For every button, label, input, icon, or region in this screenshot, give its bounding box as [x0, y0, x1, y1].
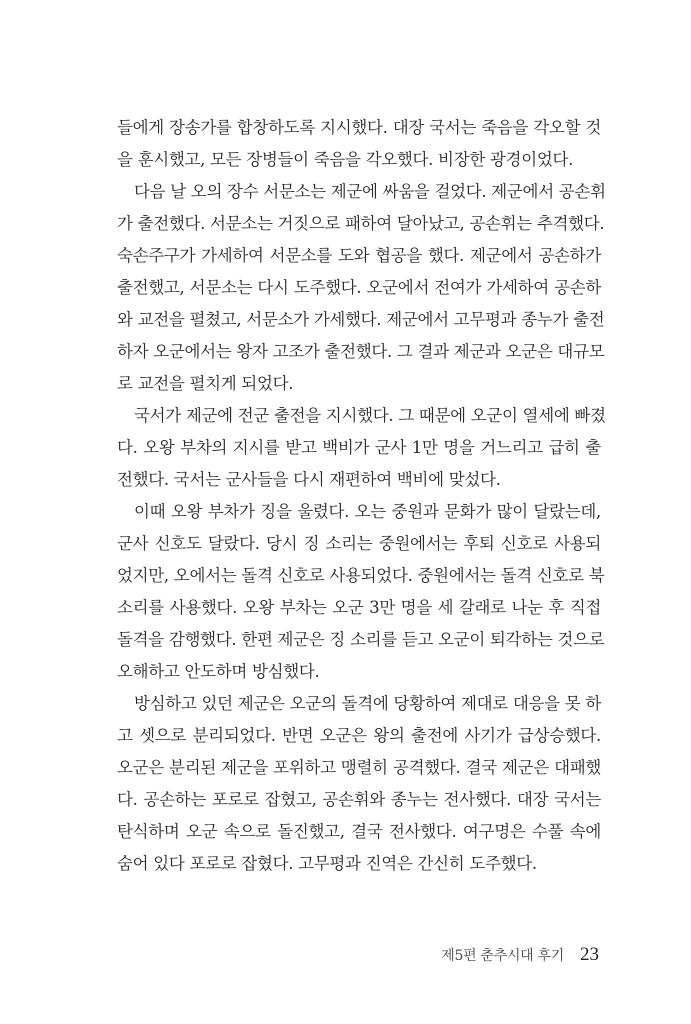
text-line: 었지만, 오에서는 돌격 신호로 사용되었다. 중원에서는 돌격 신호로 북	[117, 566, 605, 585]
text-line: 소리를 사용했다. 오왕 부차는 오군 3만 명을 세 갈래로 나눈 후 직접	[117, 598, 601, 617]
text-line: 이때 오왕 부차가 징을 울렸다. 오는 중원과 문화가 많이 달랐는데,	[134, 502, 601, 521]
text-line: 다음 날 오의 장수 서문소는 제군에 싸움을 걸었다. 제군에서 공손휘	[134, 182, 606, 201]
paragraph	[117, 692, 601, 884]
text-line: 을 훈시했고, 모든 장병들이 죽음을 각오했다. 비장한 광경이었다.	[117, 150, 574, 169]
text-line: 출전했고, 서문소는 다시 도주했다. 오군에서 전여가 가세하여 공손하	[117, 278, 601, 297]
page-footer	[441, 944, 599, 966]
paragraph	[117, 180, 606, 404]
text-line: 다. 공손하는 포로로 잡혔고, 공손휘와 종누는 전사했다. 대장 국서는	[117, 790, 601, 809]
paragraph	[117, 404, 606, 500]
text-line: 숨어 있다 포로로 잡혔다. 고무평과 진역은 간신히 도주했다.	[117, 854, 537, 873]
paragraph	[117, 500, 605, 692]
text-line: 하자 오군에서는 왕자 고조가 출전했다. 그 결과 제군과 오군은 대규모	[117, 342, 605, 361]
text-line: 돌격을 감행했다. 한편 제군은 징 소리를 듣고 오군이 퇴각하는 것으로	[117, 630, 605, 649]
text-line: 가 출전했다. 서문소는 거짓으로 패하여 달아났고, 공손휘는 추격했다.	[117, 214, 605, 233]
text-line: 군사 신호도 달랐다. 당시 징 소리는 중원에서는 후퇴 신호로 사용되	[117, 534, 601, 553]
text-line: 전했다. 국서는 군사들을 다시 재편하여 백비에 맞섰다.	[117, 470, 501, 489]
text-line: 고 셋으로 분리되었다. 반면 오군은 왕의 출전에 사기가 급상승했다.	[117, 726, 601, 745]
page-number: 23	[580, 944, 599, 965]
text-line: 와 교전을 펼쳤고, 서문소가 가세했다. 제군에서 고무평과 종누가 출전	[117, 310, 605, 329]
running-head: 제5편 춘추시대 후기	[441, 948, 564, 964]
text-line: 로 교전을 펼치게 되었다.	[117, 374, 294, 393]
text-line: 탄식하며 오군 속으로 돌진했고, 결국 전사했다. 여구명은 수풀 속에	[117, 822, 601, 841]
text-line: 다. 오왕 부차의 지시를 받고 백비가 군사 1만 명을 거느리고 급히 출	[117, 438, 601, 457]
text-line: 들에게 장송가를 합창하도록 지시했다. 대장 국서는 죽음을 각오할 것	[117, 118, 601, 137]
text-line: 오군은 분리된 제군을 포위하고 맹렬히 공격했다. 결국 제군은 대패했	[117, 758, 601, 777]
text-line: 숙손주구가 가세하여 서문소를 도와 협공을 했다. 제군에서 공손하가	[117, 246, 601, 265]
text-line: 오해하고 안도하며 방심했다.	[117, 662, 320, 681]
paragraph	[117, 116, 601, 180]
text-line: 방심하고 있던 제군은 오군의 돌격에 당황하여 제대로 대응을 못 하	[134, 694, 601, 713]
text-line: 국서가 제군에 전군 출전을 지시했다. 그 때문에 오군이 열세에 빠졌	[134, 406, 606, 425]
body-text	[117, 116, 606, 884]
